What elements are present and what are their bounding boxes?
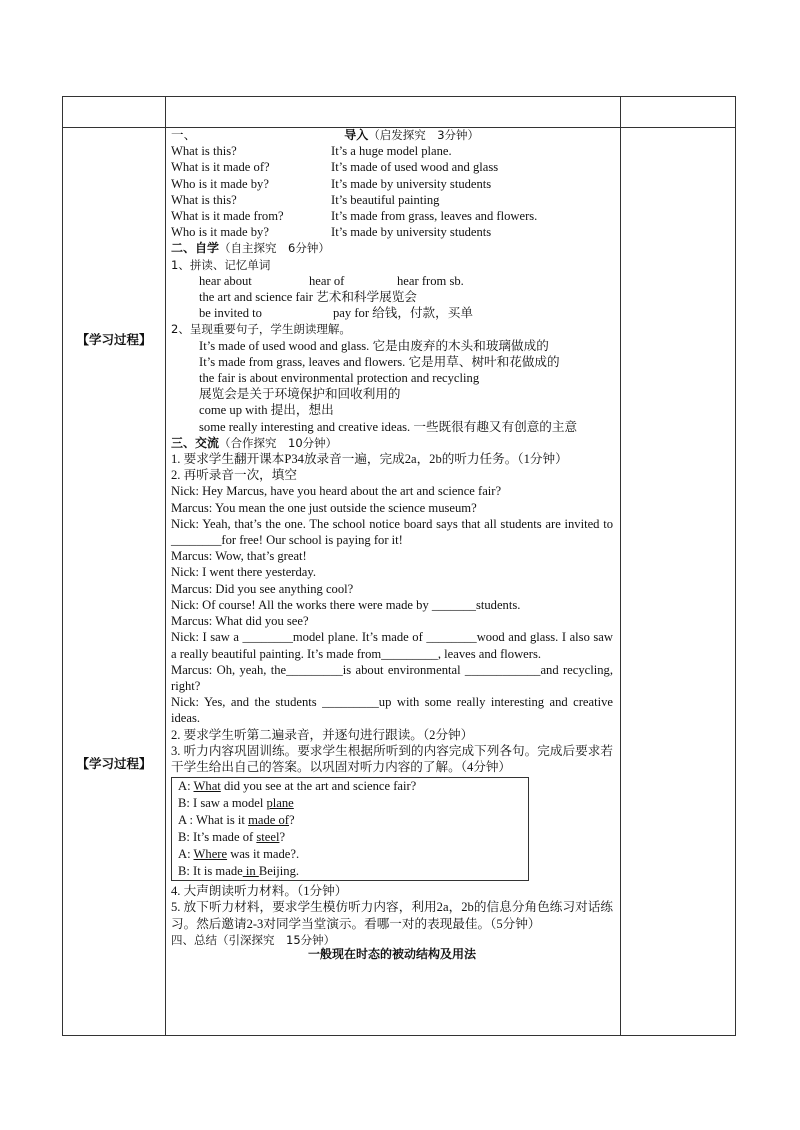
answer-line: A : What is it made of?: [178, 813, 295, 828]
grammar-heading: 一般现在时态的被动结构及用法: [307, 946, 476, 961]
qa-line: What is this? It’s a huge model plane.: [171, 144, 452, 159]
task-line: 1. 要求学生翻开课本P34放录音一遍，完成2a，2b的听力任务。（1分钟）: [171, 452, 568, 467]
sentence-line: come up with 提出，想出: [199, 403, 334, 418]
item-1: 1、拼读、记忆单词: [171, 257, 271, 272]
dialogue-line: Nick: Hey Marcus, have you heard about the art and science fair?: [171, 484, 502, 499]
process-label: 【学习过程】: [76, 332, 152, 347]
answer-line: A: Where was it made?.: [178, 847, 300, 862]
lesson-table: [62, 96, 736, 1036]
dialogue-line: Marcus: Did you see anything cool?: [171, 581, 354, 596]
sentence-line: some really interesting and creative ideas. 一些既很有趣又有创意的主意: [199, 419, 578, 434]
task-line: 2. 再听录音一次，填空: [171, 468, 297, 483]
vocab-line: hear about hear of hear from sb.: [199, 273, 464, 288]
section-2-heading: 二、自学（自主探究 6分钟）: [171, 241, 330, 256]
process-label: 【学习过程】: [76, 756, 152, 771]
dialogue-line: Marcus: You mean the one just outside the science museum?: [171, 500, 477, 515]
dialogue-line: Nick: I went there yesterday.: [171, 565, 316, 580]
qa-line: What is it made from? It’s made from grass, leaves and flowers.: [171, 209, 538, 224]
column-divider: [165, 97, 166, 1035]
answer-box: [171, 777, 529, 881]
dialogue-line: Marcus: Oh, yeah, the_________is about environmental ____________and recycling, right?: [171, 662, 613, 693]
dialogue-line: Marcus: What did you see?: [171, 614, 309, 629]
dialogue-line: Nick: Yeah, that’s the one. The school notice board says that all students are invited to ________for free! Our school is paying for it!: [171, 516, 613, 548]
dialogue-line: Nick: Of course! All the works there were made by _______students.: [171, 597, 521, 612]
task-line: 5. 放下听力材料，要求学生模仿听力内容，利用2a，2b的信息分角色练习对话练习。然后邀请2-3对同学当堂演示。看哪一对的表现最佳。（5分钟）: [171, 900, 613, 931]
qa-line: What is this? It’s beautiful painting: [171, 192, 440, 207]
sentence-line: It’s made from grass, leaves and flowers. 它是用草、树叶和花做成的: [199, 354, 560, 369]
section-number: 一、: [171, 128, 197, 142]
qa-line: What is it made of? It’s made of used wood and glass: [171, 160, 499, 175]
dialogue-line: Nick: I saw a ________model plane. It’s made of ________wood and glass. I also saw a really beautiful painting. It’s made from_________, leaves and flowers.: [171, 630, 613, 661]
answer-line: A: What did you see at the art and science fair?: [178, 779, 417, 794]
task-line: 2. 要求学生听第二遍录音，并逐句进行跟读。（2分钟）: [171, 727, 474, 742]
section-4-heading: 四、总结（引深探究 15分钟）: [171, 932, 336, 947]
answer-line: B: I saw a model plane: [178, 796, 294, 811]
sentence-line: It’s made of used wood and glass. 它是由废弃的木头和玻璃做成的: [199, 338, 549, 353]
item-2: 2、呈现重要句子，学生朗读理解。: [171, 322, 351, 337]
dialogue-line: Marcus: Wow, that’s great!: [171, 549, 307, 564]
lesson-content: [171, 127, 613, 962]
column-divider: [620, 97, 621, 1035]
task-line: 3. 听力内容巩固训练。要求学生根据所听到的内容完成下列各句。完成后要求若干学生给出自己的答案。以巩固对听力内容的了解。（4分钟）: [171, 743, 613, 774]
task-line: 4. 大声朗读听力材料。（1分钟）: [171, 884, 348, 899]
vocab-line: be invited to pay for 给钱，付款，买单: [199, 306, 473, 321]
qa-line: Who is it made by? It’s made by university students: [171, 225, 492, 240]
section-title: 导入: [344, 128, 369, 142]
answer-line: B: It’s made of steel?: [178, 830, 286, 845]
section-3-heading: 三、交流（合作探究 10分钟）: [171, 435, 338, 450]
dialogue-line: Nick: Yes, and the students _________up with some really interesting and creative ideas.: [171, 695, 613, 726]
qa-line: Who is it made by? It’s made by university students: [171, 176, 492, 191]
sentence-line: the fair is about environmental protection and recycling: [199, 371, 480, 386]
vocab-line: the art and science fair 艺术和科学展览会: [199, 290, 417, 305]
sentence-line: 展览会是关于环境保护和回收利用的: [199, 387, 401, 402]
section-note: （启发探究 3分钟）: [368, 128, 480, 142]
answer-line: B: It is made in Beijing.: [178, 864, 300, 879]
section-1-heading: [171, 127, 613, 143]
